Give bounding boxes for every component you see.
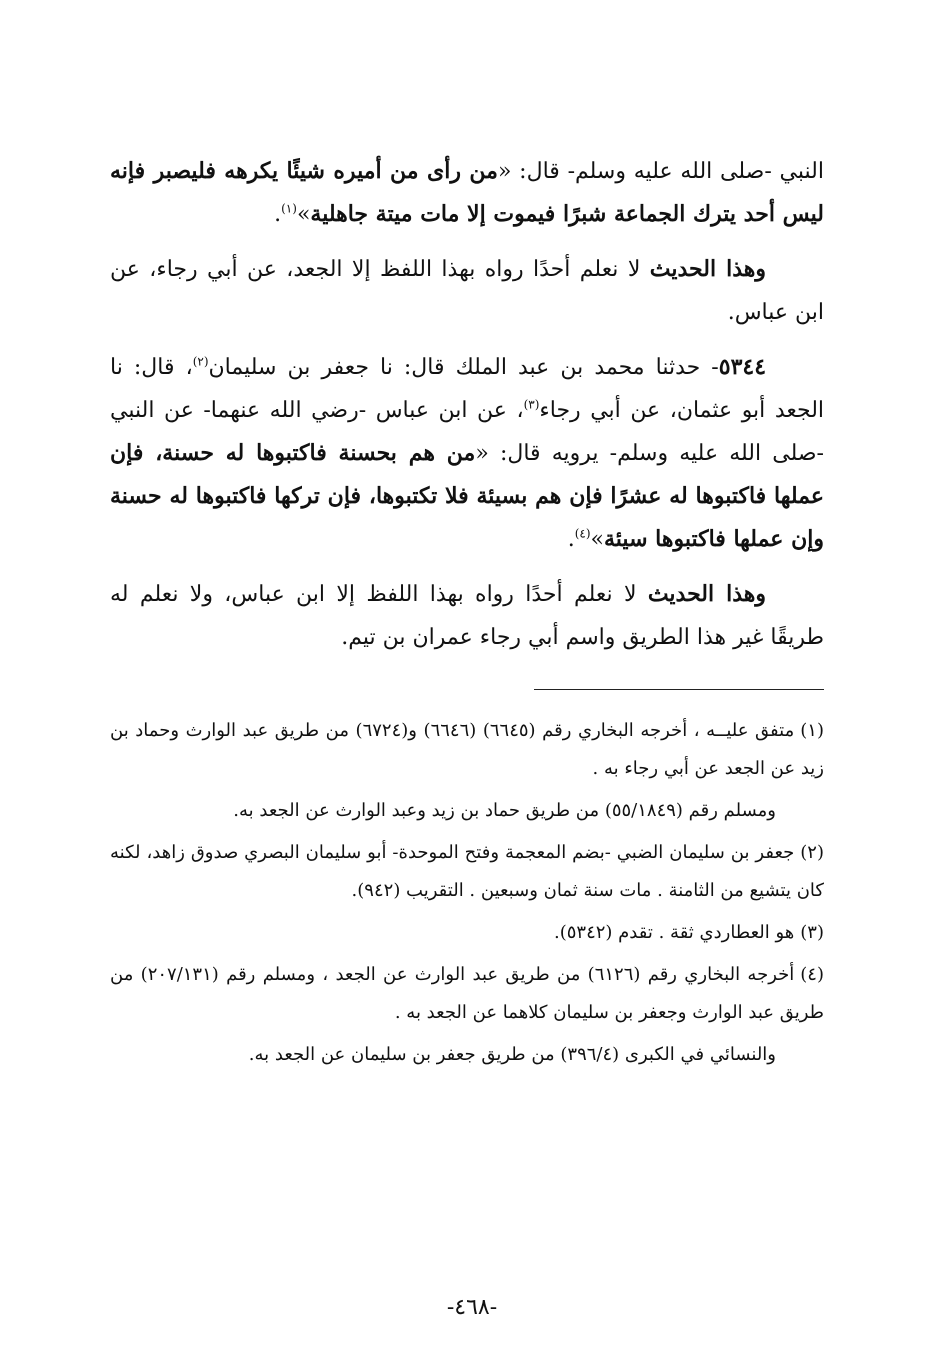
footnote-ref-2: (٢): [192, 354, 209, 369]
footnote-2: [110, 834, 824, 910]
footnote-ref-1: (١): [281, 201, 297, 216]
quote-close: »: [590, 527, 604, 552]
footnote-number: (٣): [800, 922, 824, 943]
commentary-text: لا نعلم أحدًا رواه بهذا اللفظ إلا الجعد، عن أبي رجاء، عن ابن عباس.: [110, 257, 824, 325]
main-text: [110, 150, 824, 659]
footnotes: [110, 712, 824, 1074]
paragraph-commentary-2: [110, 573, 824, 659]
footnote-1: [110, 712, 824, 788]
hadith-number: ٥٣٤٤: [718, 354, 767, 380]
page-number: -٤٦٨-: [446, 1295, 498, 1320]
footnote-ref-4: (٤): [574, 526, 591, 541]
footnote-text: هو العطاردي ثقة . تقدم (٥٣٤٢).: [554, 922, 795, 943]
isnad-text: ، قال: نا الجعد أبو عثمان، عن أبي رجاء: [110, 355, 825, 423]
footnote-3: [110, 914, 824, 952]
isnad-text: ، عن ابن عباس -رضي الله عنهما- عن النبي -صلى الله عليه وسلم- يرويه قال: «: [110, 398, 824, 466]
hadith-text: من هم بحسنة فاكتبوها له حسنة، فإن عملها فاكتبوها له عشرًا فإن هم بسيئة فلا تكتبوها، فإن تركها فاكتبوها له حسنة وإن عملها فاكتبوها سيئة: [110, 440, 824, 552]
footnote-number: (١): [800, 720, 824, 741]
quote-close: »: [296, 202, 311, 227]
footnote-4: [110, 956, 824, 1032]
footnote-1-continuation: [110, 792, 824, 830]
period: .: [274, 202, 282, 227]
footnote-number: (٢): [800, 842, 824, 863]
commentary-lead: وهذا الحديث: [649, 256, 766, 282]
footnote-text: والنسائي في الكبرى (٣٩٦/٤) من طريق جعفر بن سليمان عن الجعد به.: [248, 1044, 776, 1065]
paragraph-commentary-1: [110, 248, 824, 334]
footnote-text: أخرجه البخاري رقم (٦١٢٦) من طريق عبد الوارث عن الجعد ، ومسلم رقم (٢٠٧/١٣١) من طريق عبد الوارث وجعفر بن سليمان كلاهما عن الجعد به .: [110, 964, 824, 1023]
hadith-text: من رأى من أميره شيئًا يكرهه فليصبر فإنه ليس أحد يترك الجماعة شبرًا فيموت إلا مات ميتة جاهلية: [110, 158, 824, 227]
footnote-text: متفق عليــه ، أخرجه البخاري رقم (٦٦٤٥) (٦٦٤٦) و(٦٧٢٤) من طريق عبد الوارث وحماد بن زيد عن الجعد عن أبي رجاء به .: [110, 720, 824, 779]
book-page: [110, 150, 824, 1078]
paragraph-hadith-continuation: [110, 150, 824, 236]
footnote-divider: [534, 689, 824, 690]
commentary-lead: وهذا الحديث: [647, 581, 766, 607]
commentary-text: لا نعلم أحدًا رواه بهذا اللفظ إلا ابن عباس، ولا نعلم له طريقًا غير هذا الطريق واسم أبي رجاء عمران بن تيم.: [110, 582, 824, 650]
paragraph-hadith-5344: [110, 346, 824, 561]
footnote-number: (٤): [800, 964, 824, 985]
footnote-ref-3: (٣): [523, 397, 540, 412]
footnote-4-continuation: [110, 1036, 824, 1074]
isnad-text: - حدثنا محمد بن عبد الملك قال: نا جعفر بن سليمان: [208, 355, 719, 380]
period: .: [567, 527, 575, 552]
narration-text: النبي -صلى الله عليه وسلم- قال: «: [497, 159, 824, 184]
footnote-text: ومسلم رقم (٥٥/١٨٤٩) من طريق حماد بن زيد وعبد الوارث عن الجعد به.: [233, 800, 776, 821]
footnote-text: جعفر بن سليمان الضبي -بضم المعجمة وفتح الموحدة- أبو سليمان البصري صدوق زاهد، لكنه كان يتشيع من الثامنة . مات سنة ثمان وسبعين . التقريب (٩٤٢).: [110, 842, 824, 901]
